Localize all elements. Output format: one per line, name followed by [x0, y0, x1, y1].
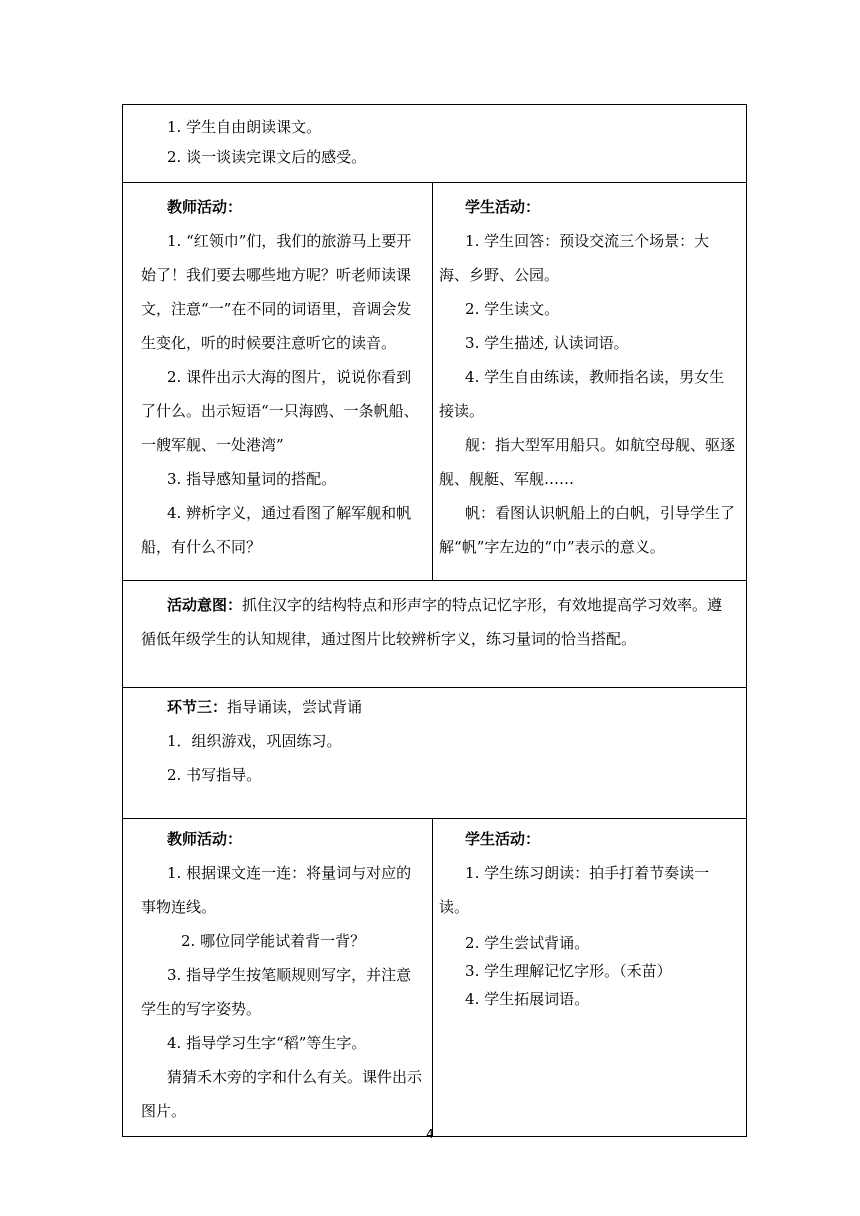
teacher-activity-cell	[123, 183, 433, 581]
section-three-cell	[123, 688, 747, 819]
list-item: 1. “红领巾”们，我们的旅游马上要开始了！我们要去哪些地方呢？听老师读课文，注意“一”在不同的词语里，音调会发生变化，听的时候要注意听它的读音。	[141, 232, 412, 352]
list-item: 1．组织游戏，巩固练习。	[167, 732, 342, 750]
teacher-activity-heading: 教师活动：	[167, 198, 243, 216]
teacher-activity-cell-2	[123, 819, 433, 1137]
list-item: 3. 学生理解记忆字形。（禾苗）	[465, 962, 672, 980]
student-activity-heading: 学生活动：	[465, 830, 541, 848]
teacher-activity-heading: 教师活动：	[167, 830, 243, 848]
page-number: 4	[426, 1127, 434, 1141]
activity-intent-cell	[123, 581, 747, 688]
list-item: 2. 课件出示大海的图片，说说你看到了什么。出示短语“一只海鸥、一条帆船、一艘军舰、一处港湾”	[141, 368, 419, 454]
list-item: 2. 学生读文。	[465, 300, 560, 318]
table-row	[123, 688, 747, 819]
list-item: 1. 学生练习朗读：拍手打着节奏读一读。	[439, 864, 710, 916]
list-item: 2. 哪位同学能试着背一背？	[181, 932, 366, 950]
list-item: 1. 根据课文连一连：将量词与对应的事物连线。	[141, 864, 412, 916]
section-title: 指导诵读，尝试背诵	[227, 698, 363, 716]
table-row	[123, 183, 747, 581]
list-item: 舰：指大型军用船只。如航空母舰、驱逐舰、舰艇、军舰……	[439, 436, 736, 488]
list-item: 4. 学生拓展词语。	[465, 990, 590, 1008]
table-row	[123, 819, 747, 1137]
list-item: 3. 学生描述, 认读词语。	[465, 334, 629, 352]
list-item: 4. 学生自由练读，教师指名读，男女生接读。	[439, 368, 725, 420]
list-item: 猜猜禾木旁的字和什么有关。课件出示图片。	[141, 1068, 423, 1120]
lesson-plan-table	[122, 104, 747, 1137]
list-item: 1. 学生自由朗读课文。	[167, 118, 322, 136]
table-row	[123, 581, 747, 688]
list-item: 2. 学生尝试背诵。	[465, 934, 590, 952]
list-item: 1. 学生回答：预设交流三个场景：大海、乡野、公园。	[439, 232, 710, 284]
list-item: 4. 辨析字义，通过看图了解军舰和帆船，有什么不同？	[141, 504, 412, 556]
list-item: 3. 指导感知量词的搭配。	[167, 470, 337, 488]
reading-task-cell	[123, 105, 747, 183]
table-row	[123, 105, 747, 183]
list-item: 2. 书写指导。	[167, 766, 262, 784]
section-label: 环节三：	[167, 698, 228, 716]
list-item: 4. 指导学习生字“稻”等生字。	[167, 1034, 367, 1052]
student-activity-heading: 学生活动：	[465, 198, 541, 216]
activity-intent-label: 活动意图：	[167, 596, 243, 614]
list-item: 帆：看图认识帆船上的白帆，引导学生了解“帆”字左边的“巾”表示的意义。	[439, 504, 736, 556]
student-activity-cell	[433, 183, 747, 581]
list-item: 2. 谈一谈读完课文后的感受。	[167, 148, 367, 166]
list-item: 3. 指导学生按笔顺规则写字，并注意学生的写字姿势。	[141, 966, 412, 1018]
student-activity-cell-2	[433, 819, 747, 1137]
activity-intent-text: 抓住汉字的结构特点和形声字的特点记忆字形，有效地提高学习效率。遵循低年级学生的认知规律，通过图片比较辨析字义，练习量词的恰当搭配。	[141, 596, 723, 648]
